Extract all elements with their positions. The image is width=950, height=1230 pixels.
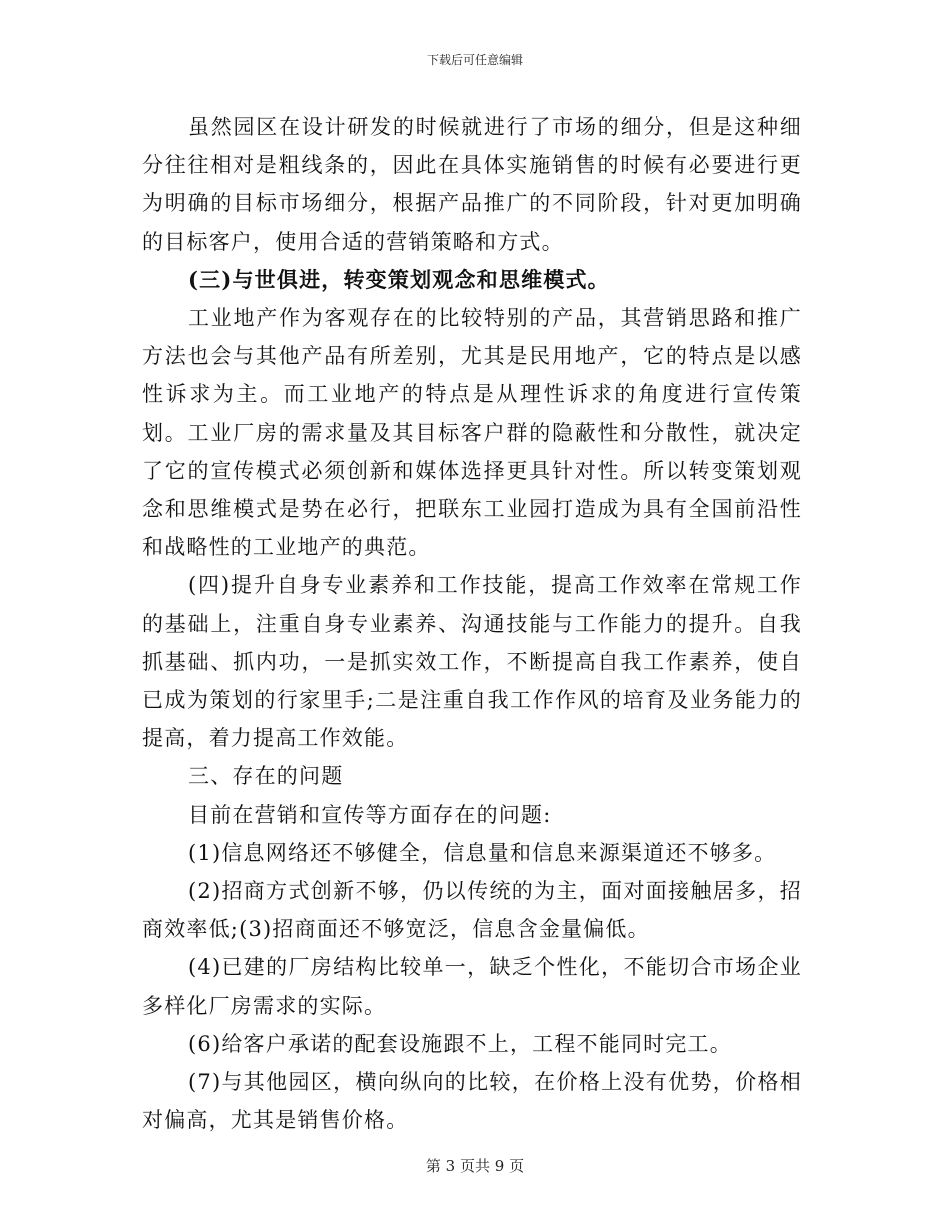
document-body xyxy=(142,108,802,1139)
paragraph-professional-skills: (四)提升自身专业素养和工作技能，提高工作效率在常规工作的基础上，注重自身专业素养、沟通技能与工作能力的提升。自我抓基础、抓内功，一是抓实效工作，不断提高自我工作素养，使自已成为策划的行家里手;二是注重自我工作作风的培育及业务能力的提高，着力提高工作效能。 xyxy=(142,573,802,751)
section-heading-3: (三)与世俱进，转变策划观念和思维模式。 xyxy=(188,266,610,292)
paragraph-problems-intro: 目前在营销和宣传等方面存在的问题: xyxy=(188,802,552,827)
list-item-7: (7)与其他园区，横向纵向的比较，在价格上没有优势，价格相对偏高，尤其是销售价格。 xyxy=(142,1070,802,1133)
list-item-4: (4)已建的厂房结构比较单一，缺乏个性化，不能切合市场企业多样化厂房需求的实际。 xyxy=(142,955,802,1018)
page-header: 下载后可任意编辑 xyxy=(426,53,523,67)
list-item-6: (6)给客户承诺的配套设施跟不上，工程不能同时完工。 xyxy=(188,1031,732,1056)
list-item-2-3: (2)招商方式创新不够，仍以传统的为主，面对面接触居多，招商效率低;(3)招商面还不够宽泛，信息含金量偏低。 xyxy=(142,879,802,942)
section-heading-problems: 三、存在的问题 xyxy=(188,764,344,789)
paragraph-industrial-real-estate: 工业地产作为客观存在的比较特别的产品，其营销思路和推广方法也会与其他产品有所差别，尤其是民用地产，它的特点是以感性诉求为主。而工业地产的特点是从理性诉求的角度进行宣传策划。工业厂房的需求量及其目标客户群的隐蔽性和分散性，就决定了它的宣传模式必须创新和媒体选择更具针对性。所以转变策划观念和思维模式是势在必行，把联东工业园打造成为具有全国前沿性和战略性的工业地产的典范。 xyxy=(142,306,802,560)
page-footer: 第 3 页共 9 页 xyxy=(425,1157,525,1175)
paragraph-market-segmentation: 虽然园区在设计研发的时候就进行了市场的细分，但是这种细分往往相对是粗线条的，因此在具体实施销售的时候有必要进行更为明确的目标市场细分，根据产品推广的不同阶段，针对更加明确的目标客户，使用合适的营销策略和方式。 xyxy=(142,115,802,254)
list-item-1: (1)信息网络还不够健全，信息量和信息来源渠道还不够多。 xyxy=(188,840,777,865)
